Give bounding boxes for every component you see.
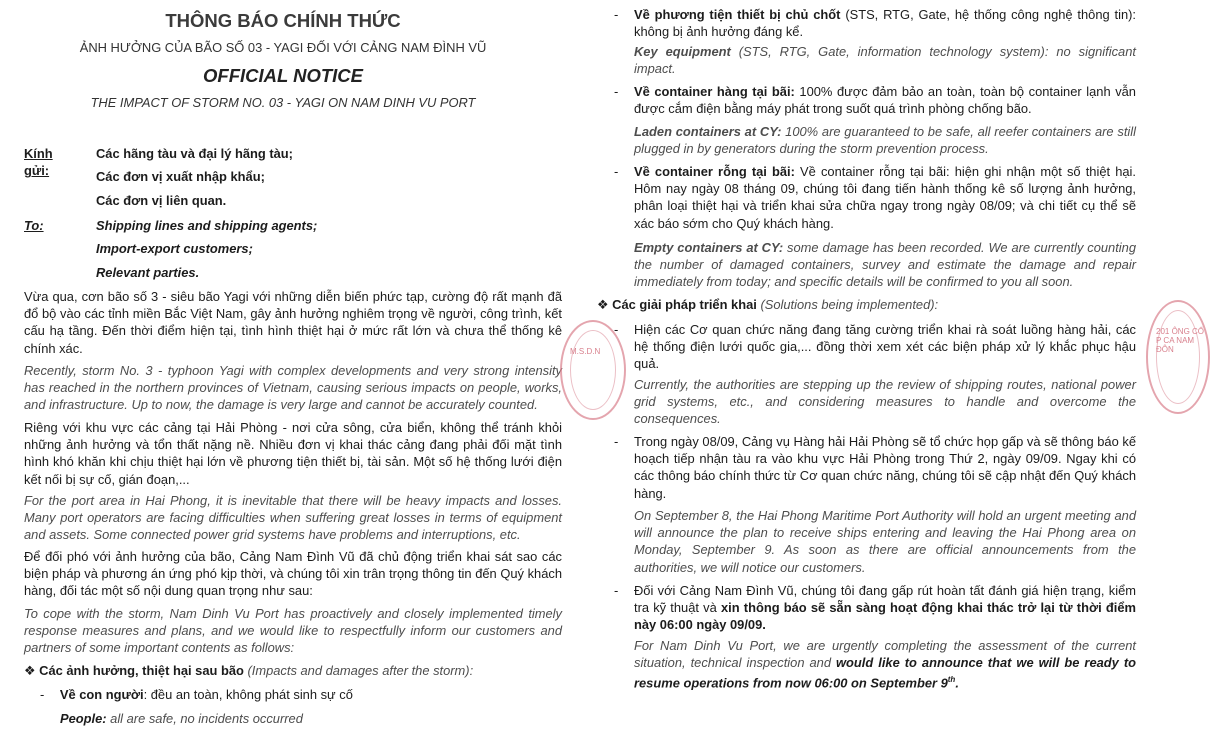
equipment-vi (634, 6, 1136, 40)
empty-en-label: Empty containers at CY: (634, 240, 784, 255)
section-2-title-vi: Các giải pháp triển khai (612, 297, 757, 312)
solution-2-en: On September 8, the Hai Phong Maritime Port Authority will hold an urgent meeting and will announce the plan to receive ships entering and leaving the Hai Phong area on Monday, September 9. As soon as there are official announcements from the authorities, we will notice our customers. (634, 508, 1136, 575)
dash-bullet: - (614, 164, 619, 179)
dash-bullet: - (614, 84, 619, 99)
dash-bullet: - (614, 434, 619, 449)
stamp-left-letters: M.S.D.N (570, 347, 601, 356)
title-en: OFFICIAL NOTICE (203, 65, 363, 86)
solution-3-en (634, 637, 1136, 692)
recipient-en-1: Shipping lines and shipping agents; (96, 218, 318, 233)
laden-en-label: Laden containers at CY: (634, 124, 782, 139)
equipment-en-label: Key equipment (634, 44, 731, 59)
solution-1-vi: Hiện các Cơ quan chức năng đang tăng cường triển khai rà soát luồng hàng hải, các hệ thống điện lưới quốc gia,... đồng thời xem xét các biện pháp xử lý khắc phục hậu quả. (634, 322, 1136, 372)
solution-3-vi (634, 582, 1136, 634)
subtitle-en: THE IMPACT OF STORM NO. 03 - YAGI ON NAM DINH VU PORT (90, 95, 476, 110)
equipment-en-text: (STS, RTG, Gate, information technology system): no significant impact. (634, 44, 1136, 77)
address-label-vi: Kính gửi: (24, 146, 53, 179)
laden-en-text: 100% are guaranteed to be safe, all reefer containers are still plugged in by generators during the storm prevention process. (634, 124, 1136, 157)
paragraph-3-vi: Để đối phó với ảnh hưởng của bão, Cảng Nam Đình Vũ đã chủ động triển khai sát sao các biện pháp và phương án ứng phó kịp thời, và chúng tôi xin trân trọng thông tin đến Quý khách hàng, đối tác một số nội dung quan trọng như sau: (24, 549, 562, 599)
diamond-bullet-icon: ❖ (597, 297, 609, 312)
subtitle-vi: ẢNH HƯỞNG CỦA BÃO SỐ 03 - YAGI ĐỐI VỚI CẢNG NAM ĐÌNH VŨ (79, 40, 487, 55)
title-vi: THÔNG BÁO CHÍNH THỨC (165, 10, 401, 31)
paragraph-2-en: For the port area in Hai Phong, it is inevitable that there will be heavy impacts and losses. Many port operators are facing difficulties when suffering great losses in terms of equipment and assets. Some connected power grid systems have problems and interruptions, etc. (24, 493, 562, 543)
solution-3-en-text: For Nam Dinh Vu Port, we are urgently completing the assessment of the current situation, technical inspection and (634, 638, 1136, 671)
empty-vi-label: Về container rỗng tại bãi: (634, 164, 795, 179)
laden-vi-text: 100% được đảm bảo an toàn, toàn bộ container lạnh vẫn được cắm điện bằng máy phát trong suốt quá trình phòng chống bão. (634, 84, 1136, 117)
section-2-title-en: (Solutions being implemented): (756, 297, 939, 312)
solution-1-en: Currently, the authorities are stepping up the review of shipping routes, national power grid systems, etc., and considering measures to handle and overcome the consequences. (634, 377, 1136, 427)
equipment-vi-label: Về phương tiện thiết bị chủ chốt (634, 7, 841, 22)
section-1-title-vi: Các ảnh hưởng, thiệt hại sau bão (39, 663, 244, 678)
empty-vi (634, 163, 1136, 232)
diamond-bullet-icon: ❖ (24, 663, 36, 678)
people-vi-label: Về con người (59, 687, 144, 702)
recipient-vi-1: Các hãng tàu và đại lý hãng tàu; (96, 146, 293, 161)
paragraph-1-vi: Vừa qua, cơn bão số 3 - siêu bão Yagi với những diễn biến phức tạp, cường độ rất mạnh đã đổ bộ vào các tỉnh miền Bắc Việt Nam, gây ảnh hưởng nghiêm trọng về người, công trình, kết cấu hạ tầng. Đến thời điểm hiện tại, tình hình thiệt hại ở mức rất lớn và chưa thể thống kê chính xác. (24, 289, 562, 356)
dash-bullet: - (614, 7, 619, 22)
section-1-title-en: (Impacts and damages after the storm): (247, 663, 474, 678)
section-1-heading (24, 662, 473, 679)
recipient-en-3: Relevant parties. (96, 265, 200, 280)
stamp-right-letters: 201 ÔNG CỔ P CA NAM ĐÔN (1156, 327, 1205, 354)
people-en-text: all are safe, no incidents occurred (106, 711, 303, 726)
dash-bullet: - (614, 583, 619, 598)
laden-en (634, 123, 1136, 157)
paragraph-2-vi: Riêng với khu vực các cảng tại Hải Phòng - nơi cửa sông, cửa biển, không thể tránh khỏi những ảnh hưởng và tổn thất nặng nề. Nhiều đơn vị khai thác cảng đang phải đối mặt tình hình khó khăn khi chịu thiệt hại lớn về phương tiện thiết bị, tài sản. Một số hệ thống lưới điện kết nối bị sự cố, gián đoạn,... (24, 420, 562, 487)
people-vi (40, 686, 353, 703)
paragraph-3-en: To cope with the storm, Nam Dinh Vu Port has proactively and closely implemented timely response measures and plans, and we would like to respectfully inform our customers and partners of some important contents as follows: (24, 606, 562, 656)
people-en (60, 710, 303, 727)
paragraph-1-en: Recently, storm No. 3 - typhoon Yagi with complex developments and very strong intensity has reached in the northern provinces of Vietnam, causing serious impacts on people, works, and infrastructure. Up to now, the damage is very large and cannot be accurately counted. (24, 363, 562, 413)
solution-3-en-end: . (955, 675, 959, 691)
laden-vi (634, 83, 1136, 117)
solution-2-vi: Trong ngày 08/09, Cảng vụ Hàng hải Hải Phòng sẽ tổ chức họp gấp và sẽ thông báo kế hoạch tiếp nhận tàu ra vào khu vực Hải Phòng trong Thứ 2, ngày 09/09. Ngay khi có các thông báo chính thức từ Cơ quan chức năng, chúng tôi sẽ cập nhật đến Quý khách hàng. (634, 434, 1136, 501)
empty-en-text: some damage has been recorded. We are currently counting the number of damaged containers, survey and estimate the damage and repair immediately from today; and specific details will be confirmed to you all soon. (634, 240, 1136, 290)
empty-en (634, 239, 1136, 291)
empty-vi-text: Về container rỗng tại bãi: hiện ghi nhận một số thiệt hại. Hôm nay ngày 08 tháng 09, chúng tôi đang tiến hành thống kê số lượng ảnh hưởng, phân loại thiệt hại và triển khai sửa chữa ngay trong ngày 08/09; và chi tiết cụ thể sẽ xác báo sớm cho Quý khách hàng. (634, 164, 1136, 231)
equipment-en (634, 43, 1136, 77)
address-label-en: To: (24, 218, 44, 233)
solution-3-en-bold: would like to announce that we will be ready to resume operations from now 06:00 on September 9 (634, 655, 1136, 691)
solution-3-en-sup: th (947, 675, 956, 685)
stamp-seal-right (1146, 300, 1210, 414)
equipment-vi-text: (STS, RTG, Gate, hệ thống công nghệ thông tin): không bị ảnh hưởng đáng kể. (634, 7, 1136, 40)
solution-3-vi-text: Đối với Cảng Nam Đình Vũ, chúng tôi đang gấp rút hoàn tất đánh giá hiện trạng, kiểm tra kỹ thuật và (634, 583, 1136, 616)
solution-3-vi-bold: xin thông báo sẽ sẵn sàng hoạt động khai thác trở lại từ thời điểm này 06:00 ngày 09/09. (634, 600, 1136, 633)
section-2-heading (597, 296, 938, 313)
recipient-en-2: Import-export customers; (96, 241, 253, 256)
laden-vi-label: Về container hàng tại bãi: (634, 84, 795, 99)
dash-bullet: - (614, 322, 619, 337)
people-vi-text: : đều an toàn, không phát sinh sự cố (143, 687, 353, 702)
dash-bullet: - (40, 687, 45, 702)
recipient-vi-2: Các đơn vị xuất nhập khẩu; (96, 169, 265, 184)
recipient-vi-3: Các đơn vị liên quan. (96, 193, 227, 208)
people-en-label: People: (60, 711, 107, 726)
